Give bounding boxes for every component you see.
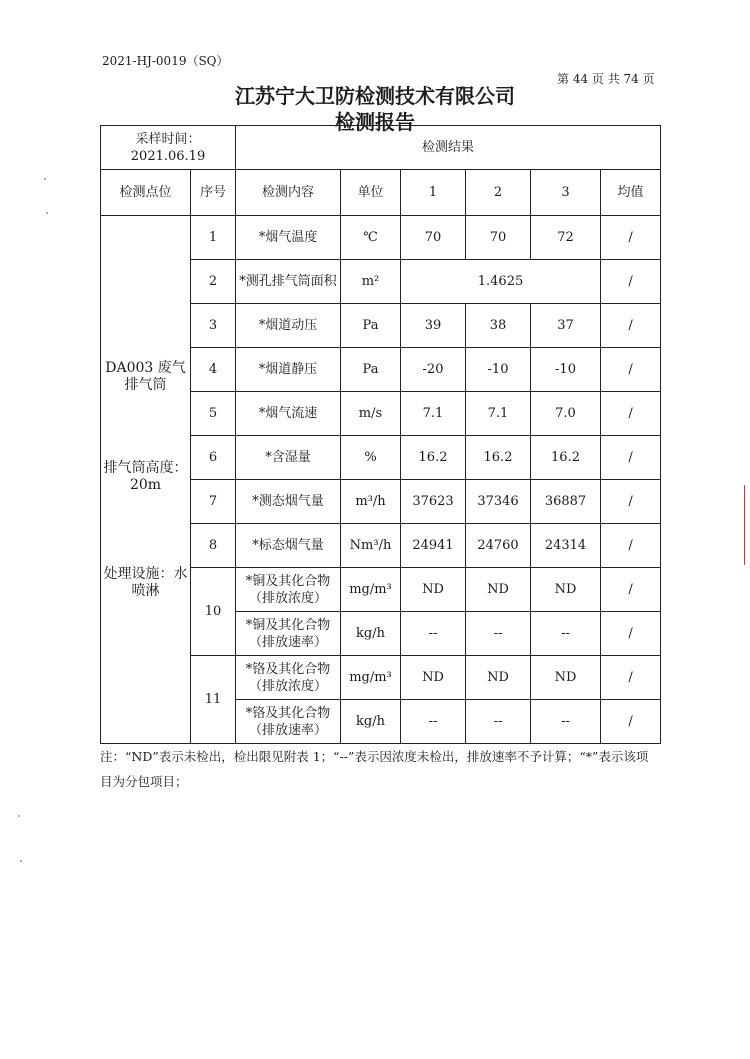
run2-cell: --: [466, 700, 531, 744]
unit-cell: kg/h: [341, 612, 401, 656]
scan-speck: [744, 485, 745, 565]
seq-cell: 3: [191, 304, 236, 348]
run2-cell: 38: [466, 304, 531, 348]
footnote: 注：“ND”表示未检出，检出限见附表 1；“--”表示因浓度未检出，排放速率不予计算；“*”表示该项目为分包项目；: [100, 749, 649, 789]
item-cell: *烟道动压: [236, 304, 341, 348]
unit-cell: %: [341, 436, 401, 480]
sampling-time-cell: [101, 126, 236, 170]
run3-cell: 7.0: [531, 392, 601, 436]
point-name: DA003 废气排气筒: [105, 359, 186, 393]
avg-cell: /: [601, 700, 661, 744]
run2-cell: 70: [466, 216, 531, 260]
col-unit: 单位: [341, 170, 401, 216]
unit-cell: m/s: [341, 392, 401, 436]
run2-cell: --: [466, 612, 531, 656]
avg-cell: /: [601, 348, 661, 392]
unit-cell: m³/h: [341, 480, 401, 524]
point-info-cell: [101, 216, 191, 744]
avg-cell: /: [601, 612, 661, 656]
unit-cell: mg/m³: [341, 568, 401, 612]
col-point: 检测点位: [101, 170, 191, 216]
item-cell: *测孔排气筒面积: [236, 260, 341, 304]
col-avg: 均值: [601, 170, 661, 216]
col-item: 检测内容: [236, 170, 341, 216]
avg-cell: /: [601, 524, 661, 568]
unit-cell: m²: [341, 260, 401, 304]
avg-cell: /: [601, 216, 661, 260]
run1-cell: 39: [401, 304, 466, 348]
run2-cell: 16.2: [466, 436, 531, 480]
seq-cell: 4: [191, 348, 236, 392]
run1-cell: 70: [401, 216, 466, 260]
scan-speck: [20, 860, 22, 862]
scan-speck: [44, 178, 46, 180]
avg-cell: /: [601, 304, 661, 348]
seq-cell: 7: [191, 480, 236, 524]
run2-cell: ND: [466, 656, 531, 700]
results-table: [100, 125, 661, 744]
run3-cell: 36887: [531, 480, 601, 524]
seq-cell: 5: [191, 392, 236, 436]
item-cell: *铜及其化合物（排放速率）: [236, 612, 341, 656]
avg-cell: /: [601, 568, 661, 612]
run1-cell: ND: [401, 656, 466, 700]
item-cell: *测态烟气量: [236, 480, 341, 524]
seq-cell: 2: [191, 260, 236, 304]
doc-code: 2021-HJ-0019（SQ）: [102, 54, 229, 68]
header-row-1: [101, 126, 661, 170]
seq-cell: 6: [191, 436, 236, 480]
merged-value-cell: 1.4625: [401, 260, 601, 304]
unit-cell: kg/h: [341, 700, 401, 744]
col-run1: 1: [401, 170, 466, 216]
run1-cell: -20: [401, 348, 466, 392]
table-row: [101, 216, 661, 260]
stack-height: 排气筒高度：20m: [103, 459, 188, 493]
run2-cell: -10: [466, 348, 531, 392]
avg-cell: /: [601, 480, 661, 524]
run1-cell: --: [401, 612, 466, 656]
item-cell: *铬及其化合物（排放浓度）: [236, 656, 341, 700]
col-run2: 2: [466, 170, 531, 216]
run3-cell: 16.2: [531, 436, 601, 480]
run3-cell: 37: [531, 304, 601, 348]
run3-cell: ND: [531, 568, 601, 612]
page-info: 第 44 页 共 74 页: [557, 72, 655, 86]
run1-cell: 24941: [401, 524, 466, 568]
run1-cell: 16.2: [401, 436, 466, 480]
run3-cell: ND: [531, 656, 601, 700]
avg-cell: /: [601, 392, 661, 436]
run2-cell: ND: [466, 568, 531, 612]
results-header: 检测结果: [236, 126, 661, 170]
run3-cell: 72: [531, 216, 601, 260]
scan-speck: [18, 815, 20, 817]
avg-cell: /: [601, 656, 661, 700]
report-title: 检测报告: [335, 110, 415, 134]
run2-cell: 24760: [466, 524, 531, 568]
header-row-2: [101, 170, 661, 216]
item-cell: *烟气流速: [236, 392, 341, 436]
company-name: 江苏宁大卫防检测技术有限公司: [235, 84, 515, 108]
item-cell: *标态烟气量: [236, 524, 341, 568]
seq-cell: 1: [191, 216, 236, 260]
item-cell: *含湿量: [236, 436, 341, 480]
col-run3: 3: [531, 170, 601, 216]
seq-cell: 11: [191, 656, 236, 744]
scan-speck: [46, 212, 48, 214]
avg-cell: /: [601, 436, 661, 480]
run3-cell: --: [531, 700, 601, 744]
item-cell: *烟气温度: [236, 216, 341, 260]
run1-cell: 7.1: [401, 392, 466, 436]
treatment-facility: 处理设施：水喷淋: [103, 565, 188, 599]
run1-cell: 37623: [401, 480, 466, 524]
avg-cell: /: [601, 260, 661, 304]
run3-cell: -10: [531, 348, 601, 392]
col-seq: 序号: [191, 170, 236, 216]
run1-cell: ND: [401, 568, 466, 612]
unit-cell: mg/m³: [341, 656, 401, 700]
run1-cell: --: [401, 700, 466, 744]
seq-cell: 8: [191, 524, 236, 568]
unit-cell: ℃: [341, 216, 401, 260]
unit-cell: Nm³/h: [341, 524, 401, 568]
run3-cell: 24314: [531, 524, 601, 568]
item-cell: *铬及其化合物（排放速率）: [236, 700, 341, 744]
sampling-date: 2021.06.19: [130, 148, 206, 164]
run2-cell: 37346: [466, 480, 531, 524]
seq-cell: 10: [191, 568, 236, 656]
unit-cell: Pa: [341, 304, 401, 348]
sampling-label: 采样时间：: [135, 131, 201, 147]
item-cell: *烟道静压: [236, 348, 341, 392]
item-cell: *铜及其化合物（排放浓度）: [236, 568, 341, 612]
unit-cell: Pa: [341, 348, 401, 392]
run3-cell: --: [531, 612, 601, 656]
run2-cell: 7.1: [466, 392, 531, 436]
